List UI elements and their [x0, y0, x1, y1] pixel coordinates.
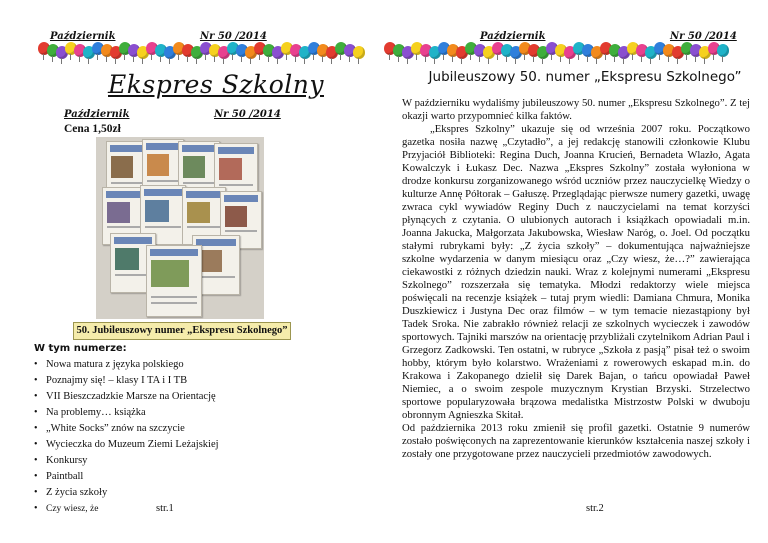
toc-item: • Konkursy: [34, 453, 219, 469]
toc-item: • Czy wiesz, że: [34, 501, 219, 517]
article-body: [402, 97, 750, 461]
header-month-right: Październik: [480, 31, 546, 42]
article-title: Jubileuszowy 50. numer „Ekspresu Szkolnego”: [428, 69, 742, 85]
toc-item: • Paintball: [34, 469, 219, 485]
newspaper-title: Ekspres Szkolny: [108, 70, 324, 99]
article-paragraph: W październiku wydaliśmy jubileuszowy 50. numer „Ekspresu Szkolnego”. Z tej okazji warto przypomnieć kilka faktów.: [402, 97, 750, 122]
header-issue: Nr 50 /2014: [200, 31, 267, 42]
price-label: Cena 1,50zł: [64, 123, 121, 135]
toc-item: • Wycieczka do Muzeum Ziemi Leżajskiej: [34, 437, 219, 453]
page-number-right: str.2: [586, 503, 604, 514]
header-issue-right: Nr 50 /2014: [670, 31, 737, 42]
balloon-border-right: [384, 42, 726, 62]
toc-item: • VII Bieszczadzkie Marsze na Orientację: [34, 389, 219, 405]
sub-issue: Nr 50 /2014: [214, 109, 281, 120]
toc-list: [34, 357, 219, 517]
right-page: [384, 0, 768, 543]
toc-item: • Nowa matura z języka polskiego: [34, 357, 219, 373]
balloon-icon: [717, 44, 729, 57]
balloon-border: [38, 42, 362, 62]
page-number-left: str.1: [156, 503, 174, 514]
photo-caption: 50. Jubileuszowy numer „Ekspresu Szkolnego”: [73, 322, 291, 340]
toc-item: • Z życia szkoły: [34, 485, 219, 501]
toc-item: • Poznajmy się! – klasy I TA i I TB: [34, 373, 219, 389]
article-paragraph: Od października 2013 roku zmienił się profil gazetki. Ostatnie 9 numerów zostało poświęconych na zaprezentowanie kierunków kształcenia naszej szkoły i zostały one przygotowane przez nauczycieli przedmiotów zawodowych.: [402, 422, 750, 460]
cover-photo: [96, 137, 264, 319]
balloon-icon: [353, 46, 365, 59]
sub-month: Październik: [64, 109, 130, 120]
toc-item: • Na problemy… książka: [34, 405, 219, 421]
toc-heading: W tym numerze:: [34, 343, 127, 354]
article-paragraph: „Ekspres Szkolny” ukazuje się od września 2007 roku. Początkowo gazetka nosiła nazwę „Czytadło”, a jej redakcję stanowili członkowie Klubu Przyjaciół Biblioteki: Regina Duch, Joanna Krucień, Bernadeta Wlazło, Agata Kowalczyk i Łukasz Dec. Nazwa „Ekspres Szkolny” została wyłoniona w drodze konkursu zorganizowanego wśród uczniów przez nauczycielkę Wiedzy o kulturze Annę Półtorak – Gałuszę. Przeglądając pierwsze numery gazetki, uwagę zwraca cykl wywiadów Reginy Duch z nauczycielami na temat korzyści płynących z czytania. O ulubionych autorach i książkach opowiadali m.in. Joanna Jakucka, Małgorzata Jakubowska, Wiesław Naróg, o. Joel. Od początku stałymi rubrykami były: „Z życia szkoły” – dokumentująca najważniejsze szkolne wydarzenia w danym miesiącu oraz „Czy wiesz, że…?” zawierająca ciekawostki z różnych dziedzin nauki. Wraz z kolejnymi numerami „Ekspresu Szkolnego” rozszerzała się tematyka. Młodzi redaktorzy wiele miejsca poświęcali na recenzje książek – tutaj prym wiedli: Damiana Chmura, Monika Duszkiewicz i Justyna Dec oraz filmów – w tym temacie niezastąpiony był Tadek Sroka. Nie zabrakło również relacji ze szkolnych wycieczek i zawodów sportowych. Tajniki marszów na orientację przybliżali czytelnikom Adrian Paul i Grzegorz Zadkowski. Ten ostatni, w rubryce „Szkoła z pasją” pisał też o swoim hobby, którym było kolarstwo. Wrażeniami z rowerowych eskapad m.in. do Krakowa i Zakopanego dzielił się Darek Bajan, o tańcu opowiadał Paweł Niemiec, a o swoim zespole muzycznym Krystian Brzyski. Strzelectwo sportowe popularyzowała brązowa medalistka Mistrzostw Polski w dwuboju obronnym Agnieszka Skitał.: [402, 123, 750, 421]
toc-item: • „White Socks” znów na szczycie: [34, 421, 219, 437]
header-month: Październik: [50, 31, 116, 42]
